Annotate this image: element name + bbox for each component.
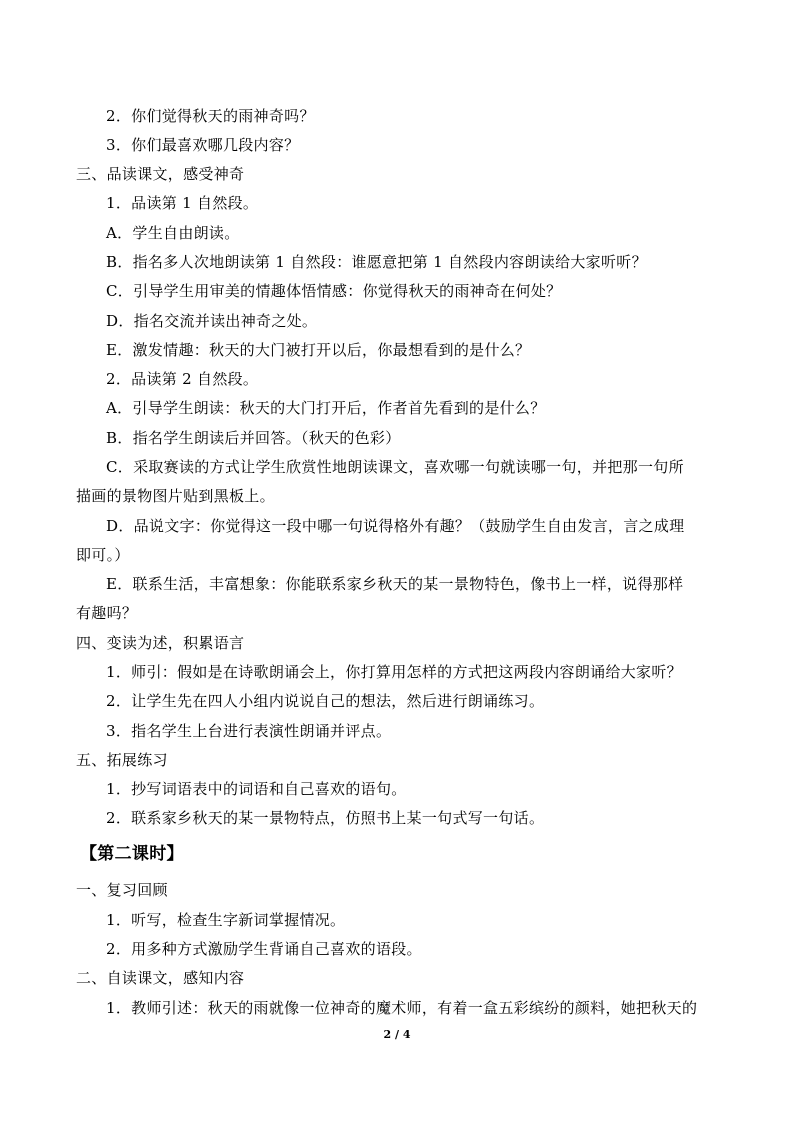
text-line: 有趣吗？ — [76, 604, 138, 622]
text-line: 1．师引：假如是在诗歌朗诵会上，你打算用怎样的方式把这两段内容朗诵给大家听？ — [106, 663, 682, 681]
section-heading: 一、复习回顾 — [76, 881, 168, 899]
text-line: D．品说文字：你觉得这一段中哪一句说得格外有趣？（鼓励学生自由发言，言之成理 — [106, 517, 685, 535]
text-line: 2．你们觉得秋天的雨神奇吗？ — [106, 107, 315, 125]
text-line: 2．品读第 2 自然段。 — [106, 370, 259, 388]
text-line: 2．联系家乡秋天的某一景物特点，仿照书上某一句式写一句话。 — [106, 809, 545, 827]
section-heading: 三、品读课文，感受神奇 — [76, 165, 245, 183]
text-line: A．引导学生朗读：秋天的大门打开后，作者首先看到的是什么？ — [106, 399, 546, 417]
text-line: 1．教师引述：秋天的雨就像一位神奇的魔术师，有着一盒五彩缤纷的颜料，她把秋天的 — [106, 999, 698, 1017]
text-line: 3．你们最喜欢哪几段内容？ — [106, 136, 300, 154]
text-line: 2．让学生先在四人小组内说说自己的想法，然后进行朗诵练习。 — [106, 692, 545, 710]
lesson-heading: 【第二课时】 — [80, 844, 184, 864]
text-line: 3．指名学生上台进行表演性朗诵并评点。 — [106, 722, 392, 740]
text-line: B．指名学生朗读后并回答。（秋天的色彩） — [106, 429, 401, 447]
text-line: E．联系生活，丰富想象：你能联系家乡秋天的某一景物特色，像书上一样，说得那样 — [106, 575, 684, 593]
page-number: 2 / 4 — [383, 1028, 411, 1041]
text-line: 描画的景物图片贴到黑板上。 — [76, 487, 275, 505]
text-line: 2．用多种方式激励学生背诵自己喜欢的语段。 — [106, 940, 422, 958]
text-line: 1．抄写词语表中的词语和自己喜欢的语句。 — [106, 780, 407, 798]
text-line: C．采取赛读的方式让学生欣赏性地朗读课文，喜欢哪一句就读哪一句，并把那一句所 — [106, 458, 684, 476]
text-line: 1．品读第 1 自然段。 — [106, 194, 259, 212]
text-line: E．激发情趣：秋天的大门被打开以后，你最想看到的是什么？ — [106, 341, 531, 359]
text-line: A．学生自由朗读。 — [106, 224, 240, 242]
section-heading: 五、拓展练习 — [76, 751, 168, 769]
text-line: D．指名交流并读出神奇之处。 — [106, 312, 318, 330]
text-line: B．指名多人次地朗读第 1 自然段：谁愿意把第 1 自然段内容朗读给大家听听？ — [106, 253, 647, 271]
section-heading: 二、自读课文，感知内容 — [76, 969, 245, 987]
section-heading: 四、变读为述，积累语言 — [76, 634, 245, 652]
text-line: 即可。） — [76, 546, 130, 564]
text-line: 1．听写，检查生字新词掌握情况。 — [106, 911, 346, 929]
text-line: C．引导学生用审美的情趣体悟情感：你觉得秋天的雨神奇在何处？ — [106, 282, 562, 300]
